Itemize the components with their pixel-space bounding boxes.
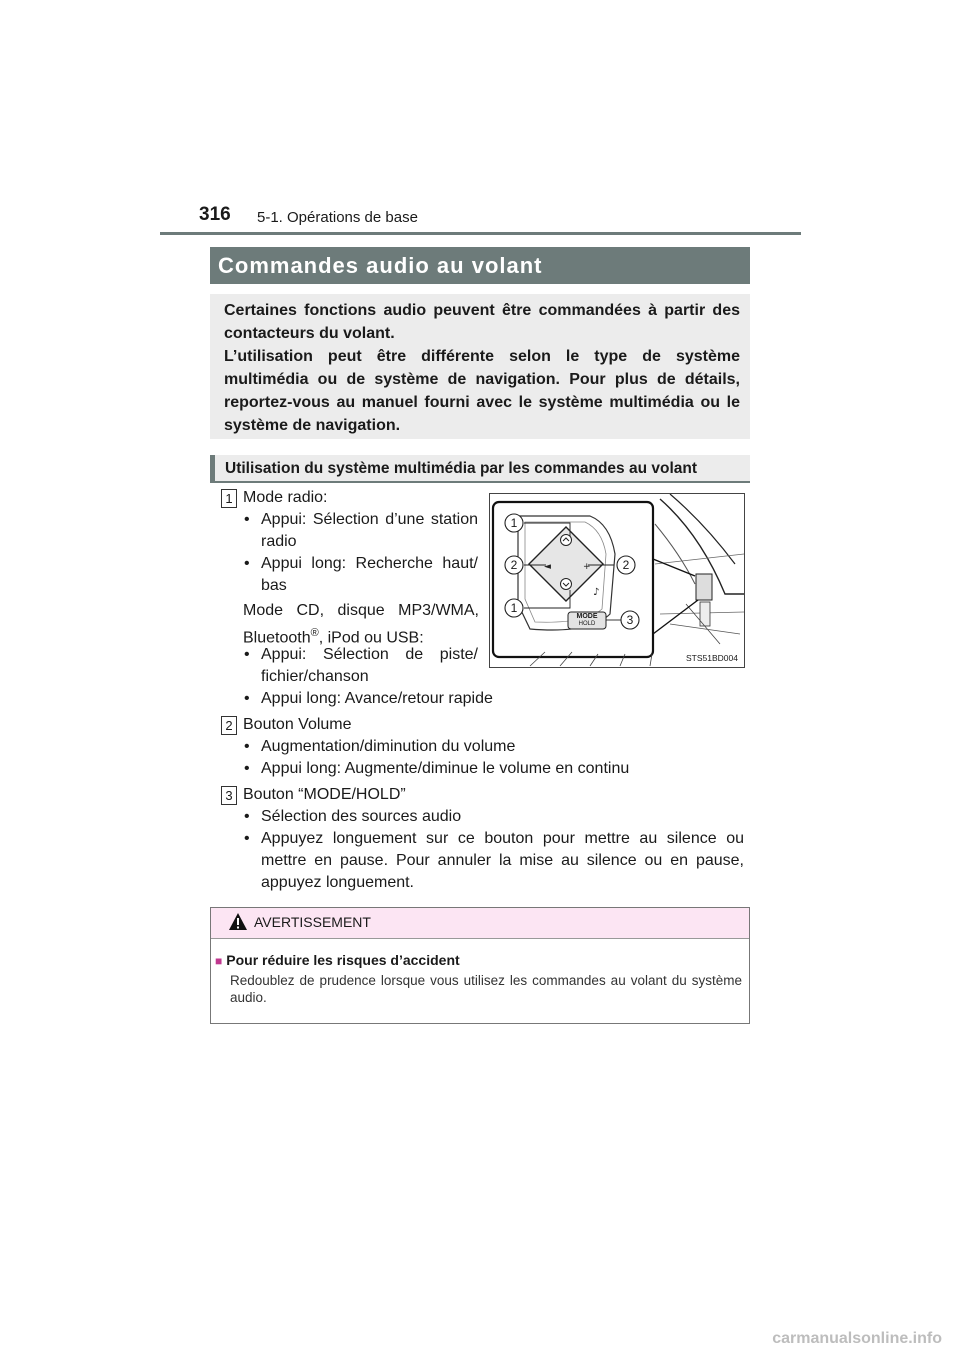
item-number-2: 2 — [221, 716, 237, 735]
warning-body: Redoublez de prudence lorsque vous utilisez les commandes au volant du système audio. — [230, 973, 742, 1005]
bullet-text: Appui long: Recherche haut/ bas — [261, 555, 478, 594]
footer-watermark: carmanualsonline.info — [772, 1330, 942, 1347]
warning-box — [210, 907, 750, 1024]
bullet-text: Appui: Sélection d’une station radio — [261, 511, 478, 550]
bullet-text: Sélection des sources audio — [261, 808, 462, 825]
bullet-dot: • — [244, 511, 250, 528]
radio-bullet-2 — [244, 553, 478, 597]
warning-label: AVERTISSEMENT — [254, 914, 371, 930]
volume-bullet-2 — [244, 758, 744, 780]
page-number: 316 — [199, 204, 231, 225]
mode-bullet-2 — [244, 828, 744, 894]
steering-switch-illustration — [490, 494, 744, 667]
warning-heading-text: Pour réduire les risques d’accident — [226, 952, 460, 968]
volume-bullet-1 — [244, 736, 744, 758]
item-number-3: 3 — [221, 786, 237, 805]
item-number-1: 1 — [221, 489, 237, 508]
figure-callout-2-right: 2 — [622, 558, 630, 572]
mode-cd-text: Mode CD, disque MP3/WMA, Bluetooth — [243, 602, 479, 647]
mode-radio-label: Mode radio: — [243, 489, 328, 506]
svg-text:♪: ♪ — [593, 587, 600, 598]
bullet-text: Augmentation/diminution du volume — [261, 738, 516, 755]
subheading: Utilisation du système multimédia par les commandes au volant — [210, 455, 750, 483]
bullet-dot: • — [244, 760, 250, 777]
bullet-dot: • — [244, 808, 250, 825]
square-bullet-icon: ■ — [215, 954, 223, 968]
bullet-dot: • — [244, 738, 250, 755]
bullet-dot: • — [244, 830, 250, 847]
steering-switch-figure — [489, 493, 745, 668]
mode-hold-label: Bouton “MODE/HOLD” — [243, 786, 406, 803]
figure-hold-label: HOLD — [578, 621, 596, 627]
warning-heading — [215, 952, 460, 968]
cd-bullet-2 — [244, 688, 744, 710]
volume-button-label: Bouton Volume — [243, 716, 352, 733]
mode-cd-label — [243, 600, 479, 649]
cd-bullet-1 — [244, 644, 478, 688]
figure-code: STS51BD004 — [686, 653, 738, 663]
warning-triangle-icon — [228, 912, 248, 931]
figure-callout-2-left: 2 — [510, 558, 518, 572]
page-title: Commandes audio au volant — [210, 247, 750, 284]
bullet-dot: • — [244, 646, 250, 663]
figure-mode-label: MODE — [576, 613, 598, 620]
figure-callout-3: 3 — [626, 613, 634, 627]
intro-paragraph-1: Certaines fonctions audio peuvent être commandées à partir des contacteurs du volant. — [224, 302, 740, 342]
figure-callout-1-bottom: 1 — [510, 601, 518, 615]
svg-text:◄: ◄ — [544, 562, 551, 572]
mode-bullet-1 — [244, 806, 744, 828]
header-rule — [160, 232, 801, 235]
radio-bullet-1 — [244, 509, 478, 553]
intro-box — [210, 294, 750, 439]
bullet-text: Appui long: Avance/retour rapide — [261, 690, 493, 707]
bullet-text: Appui: Sélection de piste/ fichier/chanson — [261, 646, 478, 685]
bullet-text: Appui long: Augmente/diminue le volume en continu — [261, 760, 630, 777]
mode-cd-text-end: , iPod ou USB: — [318, 629, 424, 647]
figure-callout-1-top: 1 — [510, 516, 518, 530]
intro-paragraph-2: L’utilisation peut être différente selon le type de système multimédia ou de système de navigation. Pour plus de détails, reportez-vous au manuel fourni avec le système multimédia ou le système de navigation. — [224, 348, 740, 434]
bullet-dot: • — [244, 690, 250, 707]
svg-text:+: + — [583, 562, 591, 572]
bullet-text: Appuyez longuement sur ce bouton pour mettre au silence ou mettre en pause. Pour annuler la mise au silence ou en pause, appuyez longuement. — [261, 830, 744, 891]
bullet-dot: • — [244, 555, 250, 572]
section-label: 5-1. Opérations de base — [257, 209, 418, 226]
warning-header — [211, 908, 749, 939]
registered-mark: ® — [310, 627, 319, 639]
